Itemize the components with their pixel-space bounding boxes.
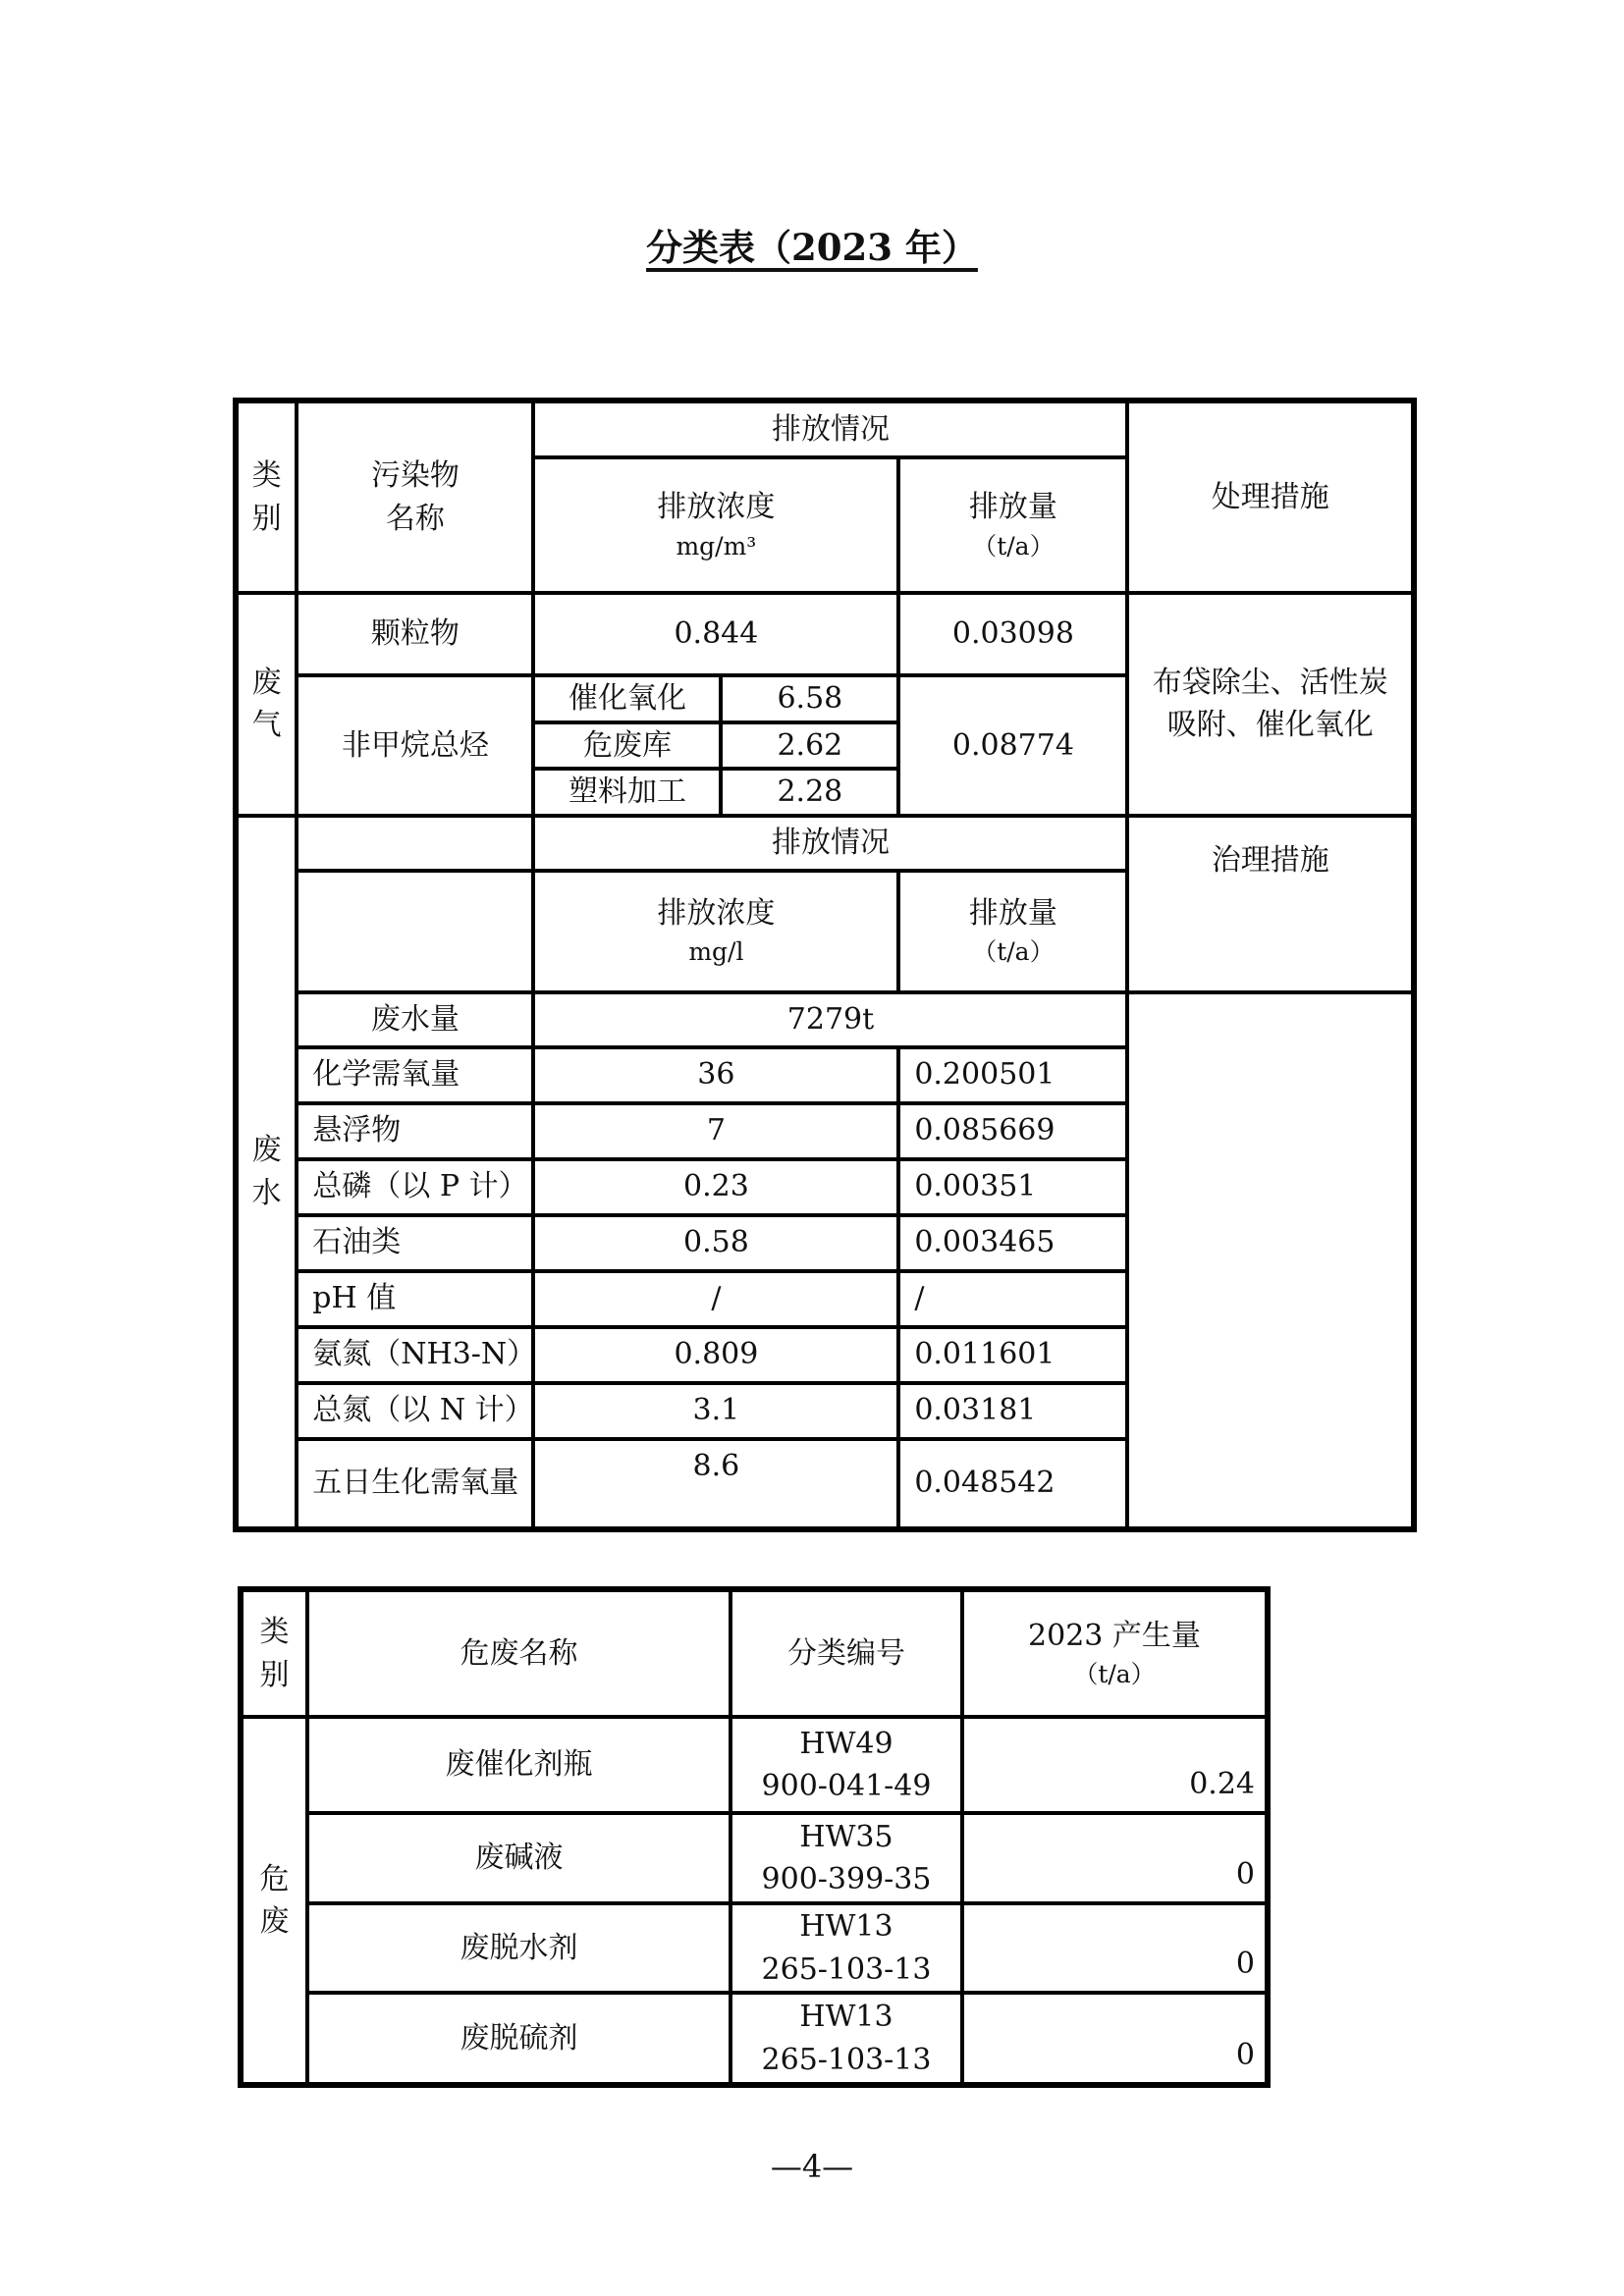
pollutant-name: pH 值 (297, 1271, 533, 1327)
water-amount-label: 排放量 (968, 895, 1057, 931)
pollutant-name-text: 五日生化需氧量 (312, 1466, 519, 1501)
page-number: —4— (770, 2148, 854, 2185)
hw-amount-label: 2023 产生量 (1028, 1618, 1201, 1653)
hazardous-waste-table (238, 1586, 1271, 2088)
nmhc-amount: 0.08774 (898, 675, 1127, 816)
table-row (241, 1993, 1268, 2085)
hw-code (731, 1813, 962, 1903)
nmhc-source-name: 危废库 (533, 722, 721, 770)
hw-code-class: HW49 (799, 1726, 893, 1761)
hw-code (731, 1717, 962, 1813)
page-title-text: 分类表（2023 年） (646, 226, 978, 269)
header-category-label: 类别 (251, 458, 282, 536)
blank-cell (297, 871, 533, 992)
hw-header-name: 危废名称 (307, 1589, 731, 1717)
hw-category-label: 危废 (259, 1861, 290, 1939)
table-row (241, 1813, 1268, 1903)
header-amount (898, 457, 1127, 593)
particulate-concentration: 0.844 (533, 593, 898, 675)
nmhc-source-name: 催化氧化 (533, 675, 721, 722)
waste-water-label: 废水 (251, 1133, 282, 1210)
hw-amount: 0 (962, 1813, 1268, 1903)
water-concentration-unit: mg/l (688, 937, 744, 967)
pollutant-amount: 0.003465 (898, 1215, 1127, 1271)
nmhc-source-name: 塑料加工 (533, 769, 721, 816)
water-amount-unit: （t/a） (972, 937, 1055, 967)
water-treatment-header (1127, 816, 1414, 992)
hw-code-number: 900-041-49 (761, 1769, 932, 1803)
pollutant-name: 总磷（以 P 计） (297, 1159, 533, 1215)
pollutant-concentration: 0.23 (533, 1159, 898, 1215)
category-waste-water (236, 816, 297, 1529)
hw-amount: 0 (962, 1903, 1268, 1993)
hw-name: 废脱水剂 (307, 1903, 731, 1993)
hw-name: 废催化剂瓶 (307, 1717, 731, 1813)
table-row (241, 1903, 1268, 1993)
hw-code-number: 900-399-35 (761, 1862, 932, 1896)
header-pollutant-name-label: 污染物名称 (370, 458, 460, 536)
hw-code-number: 265-103-13 (761, 2042, 932, 2077)
pollutant-amount: 0.00351 (898, 1159, 1127, 1215)
hw-code-class: HW13 (799, 2000, 893, 2034)
concentration-label: 排放浓度 (657, 490, 776, 525)
header-emission-status: 排放情况 (533, 400, 1127, 457)
water-emission-status: 排放情况 (533, 816, 1127, 871)
water-treatment-value (1127, 992, 1414, 1529)
hw-code (731, 1993, 962, 2085)
blank-cell (297, 816, 533, 871)
hw-amount: 0.24 (962, 1717, 1268, 1813)
hw-header-code: 分类编号 (731, 1589, 962, 1717)
pollutant-nmhc: 非甲烷总烃 (297, 675, 533, 816)
header-treatment: 处理措施 (1127, 400, 1414, 593)
hw-amount: 0 (962, 1993, 1268, 2085)
table-row (241, 1717, 1268, 1813)
water-concentration-label: 排放浓度 (657, 895, 776, 931)
water-amount-header (898, 871, 1127, 992)
hw-category (241, 1717, 307, 2085)
water-volume-value: 7279t (533, 992, 1127, 1047)
pollutant-name: 悬浮物 (297, 1103, 533, 1159)
pollutant-name: 总氮（以 N 计） (297, 1383, 533, 1439)
nmhc-source-concentration: 6.58 (721, 675, 898, 722)
hw-code (731, 1903, 962, 1993)
particulate-amount: 0.03098 (898, 593, 1127, 675)
pollutant-name: 化学需氧量 (297, 1047, 533, 1103)
nmhc-source-concentration: 2.28 (721, 769, 898, 816)
category-waste-gas (236, 593, 297, 816)
pollutant-particulate: 颗粒物 (297, 593, 533, 675)
concentration-unit: mg/m³ (676, 531, 757, 561)
pollutant-concentration: 0.809 (533, 1327, 898, 1383)
pollutant-concentration: 3.1 (533, 1383, 898, 1439)
emissions-table (233, 398, 1417, 1532)
nmhc-source-concentration: 2.62 (721, 722, 898, 770)
pollutant-amount: 0.200501 (898, 1047, 1127, 1103)
header-pollutant-name (297, 400, 533, 593)
hw-code-number: 265-103-13 (761, 1951, 932, 1987)
amount-unit: （t/a） (972, 531, 1055, 561)
pollutant-amount: 0.011601 (898, 1327, 1127, 1383)
waste-gas-treatment-text: 布袋除尘、活性炭吸附、催化氧化 (1152, 665, 1388, 743)
hw-code-class: HW13 (799, 1909, 893, 1944)
pollutant-name: 石油类 (297, 1215, 533, 1271)
pollutant-concentration: 36 (533, 1047, 898, 1103)
hw-amount-unit: （t/a） (1073, 1660, 1156, 1689)
hw-name: 废碱液 (307, 1813, 731, 1903)
hw-header-amount (962, 1589, 1268, 1717)
pollutant-concentration: 8.6 (533, 1439, 898, 1529)
hw-header-category (241, 1589, 307, 1717)
pollutant-amount: 0.085669 (898, 1103, 1127, 1159)
waste-gas-treatment (1127, 593, 1414, 816)
pollutant-name (297, 1439, 533, 1529)
hw-header-category-label: 类别 (259, 1615, 290, 1692)
hw-code-class: HW35 (799, 1819, 893, 1854)
water-treatment-label: 治理措施 (1211, 842, 1329, 878)
amount-label: 排放量 (968, 490, 1057, 525)
pollutant-amount: / (898, 1271, 1127, 1327)
page-title (0, 218, 1624, 271)
header-category (236, 400, 297, 593)
water-volume-label: 废水量 (297, 992, 533, 1047)
waste-gas-label: 废气 (251, 665, 282, 743)
hw-name: 废脱硫剂 (307, 1993, 731, 2085)
header-concentration (533, 457, 898, 593)
pollutant-amount: 0.048542 (898, 1439, 1127, 1529)
pollutant-amount: 0.03181 (898, 1383, 1127, 1439)
pollutant-concentration: 0.58 (533, 1215, 898, 1271)
pollutant-name: 氨氮（NH3-N） (297, 1327, 533, 1383)
water-concentration-header (533, 871, 898, 992)
pollutant-concentration: 7 (533, 1103, 898, 1159)
pollutant-concentration: / (533, 1271, 898, 1327)
